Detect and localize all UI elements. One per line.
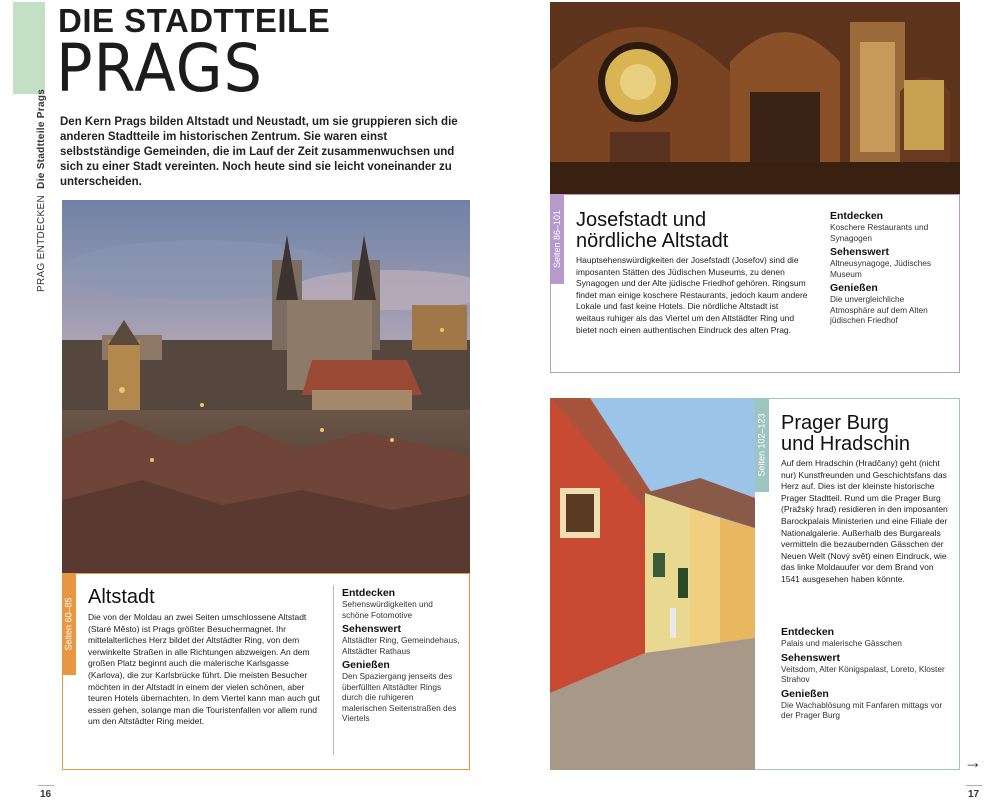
burg-side-text: Die Wachablösung mit Fanfaren mittags vor der Prager Burg bbox=[781, 699, 943, 720]
josefstadt-pages-tab bbox=[550, 194, 564, 284]
josefstadt-side-heading: Entdecken bbox=[830, 210, 884, 222]
page-number-rule bbox=[966, 785, 982, 786]
synagogue-photo bbox=[550, 2, 960, 194]
burg-title-line2: und Hradschin bbox=[781, 433, 910, 455]
altstadt-side-text: Den Spaziergang jenseits des überfüllten Altstädter Rings durch die ruhigeren malerischen Seitenstraßen des Viertels bbox=[342, 671, 457, 723]
burg-side-heading: Genießen bbox=[781, 687, 829, 700]
josefstadt-pages: Seiten 86–101 bbox=[552, 209, 562, 269]
altstadt-side-heading: Entdecken bbox=[342, 587, 396, 599]
burg-side-text: Veitsdom, Alter Königspalast, Loreto, Kloster Strahov bbox=[781, 663, 945, 684]
altstadt-side-text: Sehenswürdigkeiten und schöne Fotomotive bbox=[342, 599, 433, 620]
burg-side-heading: Entdecken bbox=[781, 626, 835, 638]
burg-side-text: Palais und malerische Gässchen bbox=[781, 638, 902, 648]
burg-body: Auf dem Hradschin (Hradčany) geht (nicht nur) Kunstfreunden und Geschichtsfans das Herz auf. Dies ist der kleinste historische Prager Stadtteil. Rund um die Prager Burg (Pražský hrad) residieren in den imposanten Barockpalais Ministerien und eine Filiale der Nationalgalerie. Außerhalb des Burgareals vermitteln die bezaubernden Gässchen der Neuen Welt (Nový svět) einen Eindruck, wie das linke Moldauufer vor dem Brand von 1541 ausgesehen haben könnte. bbox=[781, 458, 948, 584]
page-title-line2: PRAGS bbox=[56, 30, 264, 107]
josefstadt-body: Hauptsehenswürdigkeiten der Josefstadt (Josefov) sind die imposanten Stätten des Jüdischen Museums, zu denen Synagogen und der Alte jüdische Friedhof gehören. Ringsum findet man einige koschere Restaurants, jedoch kaum andere Lokale und fast keine Hotels. Die nördliche Altstadt ist weitaus ruhiger als das Viertel um den Altstädter Ring und bietet noch einen authentischen Eindruck des alten Prag. bbox=[576, 255, 808, 335]
josefstadt-side-heading: Sehenswert bbox=[830, 246, 889, 258]
altstadt-side-heading: Sehenswert bbox=[342, 623, 401, 635]
next-page-arrow-icon[interactable]: → bbox=[964, 752, 982, 772]
burg-side-heading: Sehenswert bbox=[781, 651, 840, 664]
altstadt-side-heading: Genießen bbox=[342, 659, 390, 671]
altstadt-pages-tab bbox=[62, 573, 76, 675]
running-header bbox=[36, 89, 47, 292]
josefstadt-title-line2: nördliche Altstadt bbox=[576, 230, 729, 252]
josefstadt-side-text: Die unvergleichliche Atmosphäre auf dem Alten jüdischen Friedhof bbox=[830, 294, 928, 325]
page-title-line1: DIE STADTTEILE bbox=[58, 2, 331, 39]
page-number-rule bbox=[38, 785, 54, 786]
burg-sidebar bbox=[781, 624, 953, 724]
page-number-left: 16 bbox=[40, 789, 52, 800]
running-header-chapter: Die Stadtteile Prags bbox=[36, 88, 47, 189]
josefstadt-title-line1: Josefstadt und bbox=[576, 209, 707, 231]
josefstadt-side-text: Altneusynagoge, Jüdisches Museum bbox=[830, 258, 932, 279]
burg-title-line1: Prager Burg bbox=[781, 412, 889, 434]
altstadt-body: Die von der Moldau an zwei Seiten umschlossene Altstadt (Staré Město) ist Prags größter Besuchermagnet. Ihr mittelalterliches Herz bildet der Altstädter Ring, von dem verwinkelte Straßen in alle Richtungen abzweigen. An dem großen Platz beginnt auch die malerische Karlsgasse (Karlova), die zur Karlsbrücke führt. Die meisten Besucher möchten in der Altstadt in einem der vielen schönen, aber teuren Hotels übernachten. In dem Viertel kann man auch gut essen gehen, solange man die Touristenfallen vor allem rund um den Altstädter Ring meidet. bbox=[88, 612, 320, 727]
altstadt-divider bbox=[333, 585, 334, 755]
burg-pages: Seiten 102–123 bbox=[757, 413, 767, 477]
altstadt-side-text: Altstädter Ring, Gemeindehaus, Altstädter Rathaus bbox=[342, 635, 460, 656]
burg-pages-tab bbox=[755, 398, 769, 492]
intro-paragraph: Den Kern Prags bilden Altstadt und Neustadt, um sie gruppieren sich die anderen Stadtteile im historischen Zentrum. Sie waren einst selbstständige Gemeinden, die im Lauf der Zeit zusammenwuchsen und sich zu einer Stadt vereinten. Noch heute sind sie leicht voneinander zu unterscheiden. bbox=[60, 116, 458, 188]
golden-lane-photo bbox=[550, 398, 755, 770]
josefstadt-side-text: Koschere Restaurants und Synagogen bbox=[830, 222, 929, 243]
josefstadt-sidebar bbox=[830, 208, 948, 329]
altstadt-title: Altstadt bbox=[88, 586, 155, 608]
section-color-tab bbox=[13, 2, 45, 94]
altstadt-photo bbox=[62, 200, 470, 574]
page-number-right: 17 bbox=[968, 789, 980, 800]
altstadt-sidebar bbox=[342, 585, 460, 727]
josefstadt-side-heading: Genießen bbox=[830, 282, 878, 294]
altstadt-pages: Seiten 60–85 bbox=[64, 597, 75, 651]
running-header-section: PRAG ENTDECKEN bbox=[36, 195, 47, 292]
